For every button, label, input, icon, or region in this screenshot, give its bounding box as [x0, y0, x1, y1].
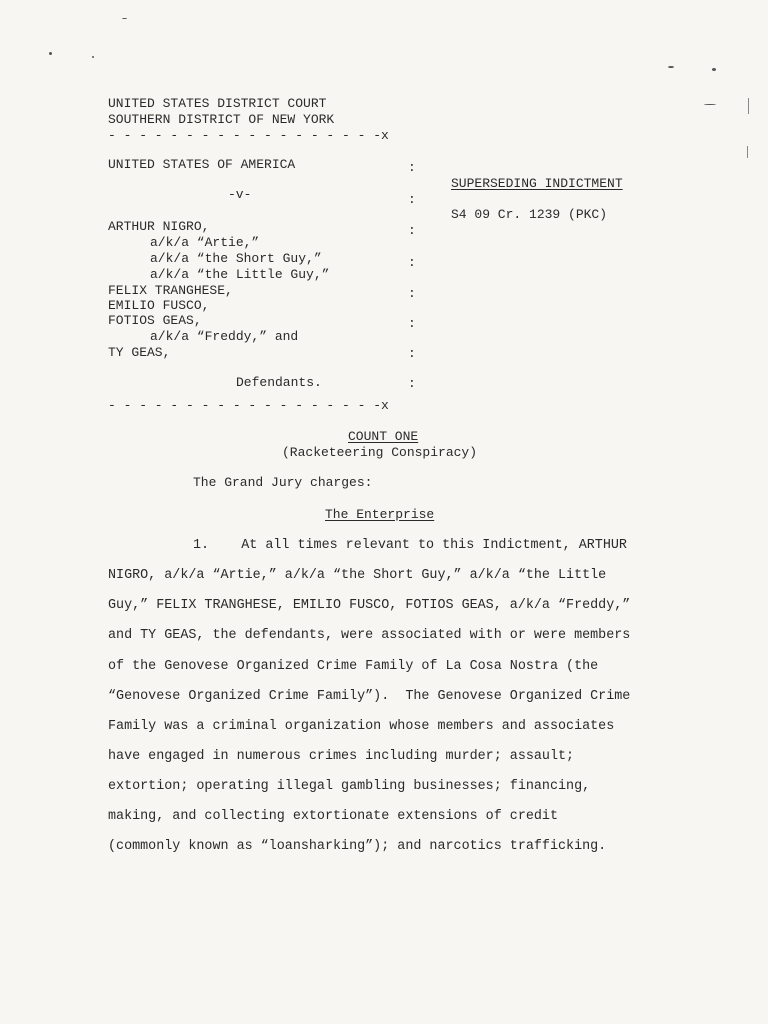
- scan-speck: [49, 52, 52, 55]
- scan-speck: [704, 104, 716, 105]
- scan-speck: [712, 68, 716, 71]
- caption-colon: :: [408, 255, 416, 270]
- defendant-line: FELIX TRANGHESE,: [108, 283, 233, 298]
- paragraph-line: 1. At all times relevant to this Indictment, ARTHUR: [193, 538, 627, 553]
- count-subtitle: (Racketeering Conspiracy): [282, 445, 478, 460]
- paragraph-line: Guy,” FELIX TRANGHESE, EMILIO FUSCO, FOTIOS GEAS, a/k/a “Freddy,”: [108, 598, 631, 613]
- grand-jury-charges: The Grand Jury charges:: [193, 475, 373, 490]
- defendant-alias: a/k/a “the Little Guy,”: [150, 267, 330, 282]
- scan-mark: [748, 98, 749, 114]
- caption-colon: :: [408, 160, 416, 175]
- caption-colon: :: [408, 192, 416, 207]
- court-district: SOUTHERN DISTRICT OF NEW YORK: [108, 112, 335, 127]
- caption-colon: :: [408, 223, 416, 238]
- paragraph-line: of the Genovese Organized Crime Family of La Cosa Nostra (the: [108, 659, 599, 674]
- scan-speck: [668, 66, 674, 68]
- indictment-number: S4 09 Cr. 1239 (PKC): [451, 207, 608, 222]
- defendant-line: FOTIOS GEAS,: [108, 313, 202, 328]
- paragraph-line: extortion; operating illegal gambling businesses; financing,: [108, 779, 591, 794]
- plaintiff-name: UNITED STATES OF AMERICA: [108, 157, 296, 172]
- paragraph-line: and TY GEAS, the defendants, were associated with or were members: [108, 628, 631, 643]
- paragraph-line: Family was a criminal organization whose members and associates: [108, 719, 615, 734]
- defendant-line: EMILIO FUSCO,: [108, 298, 210, 313]
- caption-colon: :: [408, 286, 416, 301]
- paragraph-line: have engaged in numerous crimes including murder; assault;: [108, 749, 575, 764]
- paragraph-line: (commonly known as “loansharking”); and narcotics trafficking.: [108, 839, 607, 854]
- caption-colon: :: [408, 316, 416, 331]
- caption-colon: :: [408, 346, 416, 361]
- indictment-title: SUPERSEDING INDICTMENT: [451, 176, 623, 191]
- defendants-label: Defendants.: [236, 375, 322, 390]
- scan-speck: [92, 56, 94, 58]
- defendant-alias: a/k/a “Freddy,” and: [150, 329, 299, 344]
- caption-top-rule: - - - - - - - - - - - - - - - - - -x: [108, 128, 389, 143]
- paragraph-line: “Genovese Organized Crime Family”). The Genovese Organized Crime: [108, 689, 631, 704]
- defendant-alias: a/k/a “the Short Guy,”: [150, 251, 322, 266]
- versus: -v-: [228, 187, 252, 202]
- caption-bottom-rule: - - - - - - - - - - - - - - - - - -x: [108, 398, 389, 413]
- paragraph-line: making, and collecting extortionate extensions of credit: [108, 809, 558, 824]
- caption-colon: :: [408, 376, 416, 391]
- scan-mark: [747, 146, 748, 158]
- section-heading: The Enterprise: [325, 507, 435, 522]
- court-name: UNITED STATES DISTRICT COURT: [108, 96, 327, 111]
- paragraph-line: NIGRO, a/k/a “Artie,” a/k/a “the Short Guy,” a/k/a “the Little: [108, 568, 607, 583]
- scan-speck: [122, 18, 127, 19]
- defendant-alias: a/k/a “Artie,”: [150, 235, 260, 250]
- count-title: COUNT ONE: [348, 429, 419, 444]
- defendant-line: TY GEAS,: [108, 345, 171, 360]
- defendant-line: ARTHUR NIGRO,: [108, 219, 210, 234]
